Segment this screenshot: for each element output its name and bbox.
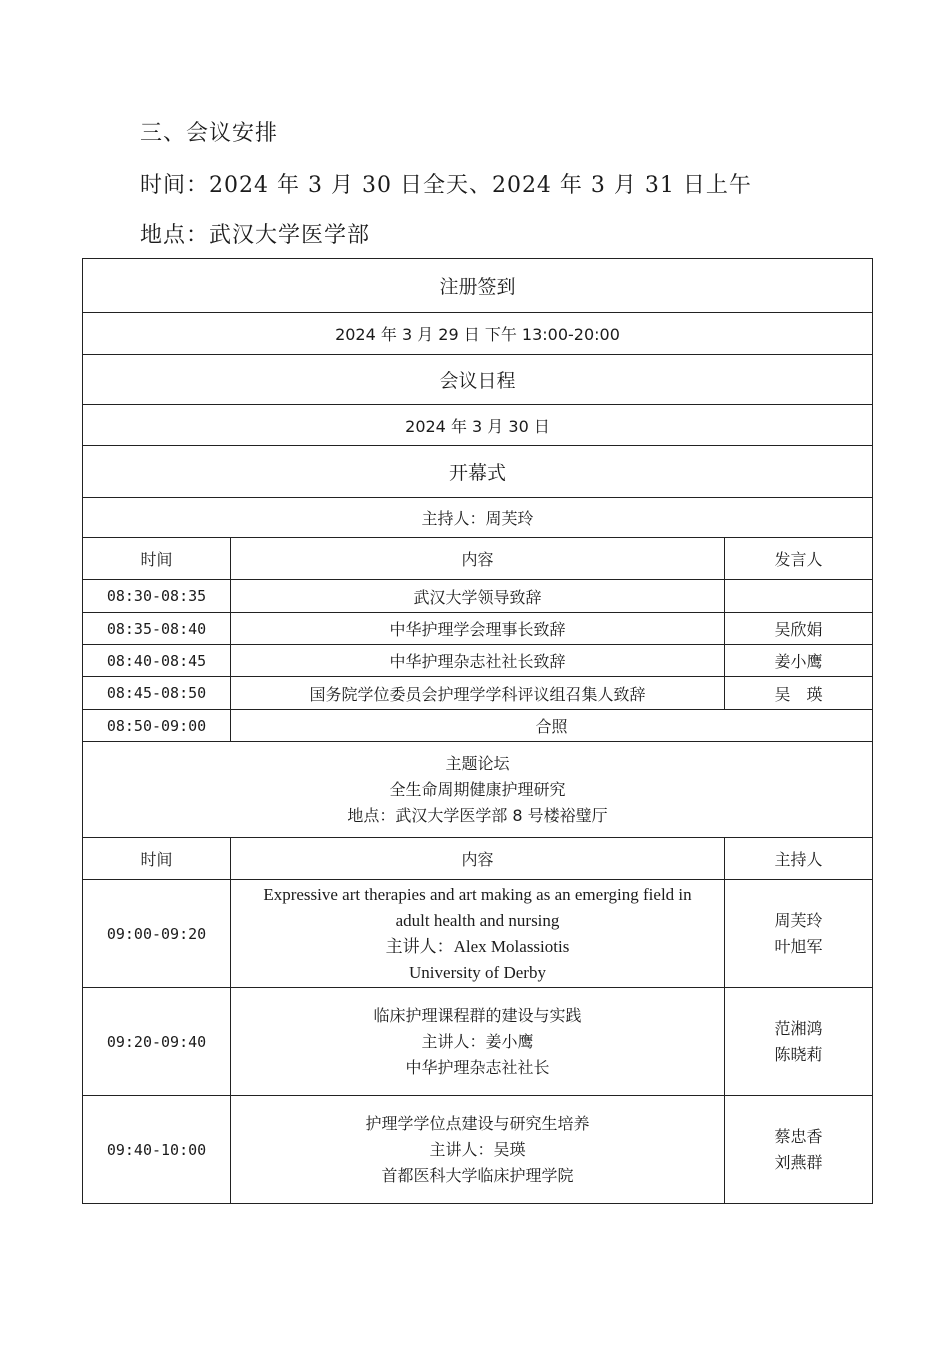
- host-name: 陈晓莉: [774, 1044, 823, 1064]
- talk-affiliation: 首都医科大学临床护理学院: [381, 1165, 574, 1185]
- talk-speaker: 主讲人：吴瑛: [429, 1139, 526, 1159]
- table-row: [83, 645, 873, 677]
- opening-header-row: [83, 538, 873, 580]
- row-time: 09:00-09:20: [83, 880, 231, 988]
- talk-title-line: Expressive art therapies and art making as an emerging field in: [263, 884, 692, 904]
- talk-speaker: 主讲人：姜小鹰: [421, 1031, 534, 1051]
- host-name: 刘燕群: [774, 1152, 823, 1172]
- row-hosts: [725, 1096, 873, 1204]
- header-content: 内容: [231, 538, 725, 580]
- talk-title-line: 护理学学位点建设与研究生培养: [365, 1113, 590, 1133]
- registration-title-row: [83, 259, 873, 313]
- forum-header-row: [83, 838, 873, 880]
- table-row: [83, 613, 873, 645]
- row-content: 武汉大学领导致辞: [231, 580, 725, 613]
- row-time: 08:40-08:45: [83, 645, 231, 677]
- table-row: [83, 880, 873, 988]
- registration-title: 注册签到: [83, 259, 873, 313]
- header-time: 时间: [83, 838, 231, 880]
- agenda-date: 2024 年 3 月 30 日: [83, 405, 873, 446]
- row-content: 合照: [231, 710, 873, 742]
- table-row: [83, 710, 873, 742]
- forum-info: [83, 742, 873, 838]
- row-time: 08:35-08:40: [83, 613, 231, 645]
- row-hosts: [725, 880, 873, 988]
- talk-affiliation: 中华护理杂志社社长: [405, 1057, 550, 1077]
- header-host: 主持人: [725, 838, 873, 880]
- header-speaker: 发言人: [725, 538, 873, 580]
- table-row: [83, 580, 873, 613]
- row-speaker: 吴欣娟: [725, 613, 873, 645]
- agenda-title-row: [83, 355, 873, 405]
- forum-title-row: [83, 742, 873, 838]
- talk-speaker: 主讲人：Alex Molassiotis: [385, 936, 570, 956]
- table-row: [83, 677, 873, 710]
- row-speaker: 姜小鹰: [725, 645, 873, 677]
- row-time: 08:50-09:00: [83, 710, 231, 742]
- opening-title-row: [83, 446, 873, 498]
- agenda-title: 会议日程: [83, 355, 873, 405]
- talk-title-line: 临床护理课程群的建设与实践: [373, 1005, 582, 1025]
- row-content: 中华护理杂志社社长致辞: [231, 645, 725, 677]
- row-speaker: [725, 580, 873, 613]
- registration-time-row: [83, 313, 873, 355]
- row-content: [231, 988, 725, 1096]
- table-row: [83, 988, 873, 1096]
- row-content: 中华护理学会理事长致辞: [231, 613, 725, 645]
- row-hosts: [725, 988, 873, 1096]
- row-content: [231, 880, 725, 988]
- header-content: 内容: [231, 838, 725, 880]
- forum-location: 地点：武汉大学医学部 8 号楼裕璧厅: [347, 805, 608, 825]
- row-time: 08:30-08:35: [83, 580, 231, 613]
- section-heading: 三、会议安排: [140, 121, 279, 146]
- registration-time: 2024 年 3 月 29 日 下午 13:00-20:00: [83, 313, 873, 355]
- talk-affiliation: University of Derby: [409, 962, 546, 982]
- talk-title-line: adult health and nursing: [395, 910, 560, 930]
- table-row: [83, 1096, 873, 1204]
- agenda-date-row: [83, 405, 873, 446]
- row-time: 09:20-09:40: [83, 988, 231, 1096]
- host-name: 叶旭军: [774, 936, 823, 956]
- row-time: 09:40-10:00: [83, 1096, 231, 1204]
- host-name: 周芙玲: [774, 910, 823, 930]
- opening-title: 开幕式: [83, 446, 873, 498]
- meeting-place-line: 地点：武汉大学医学部: [140, 223, 371, 248]
- row-time: 08:45-08:50: [83, 677, 231, 710]
- host-name: 范湘鸿: [774, 1018, 823, 1038]
- host-name: 蔡忠香: [774, 1126, 823, 1146]
- forum-subtitle: 全生命周期健康护理研究: [389, 779, 566, 799]
- forum-title: 主题论坛: [445, 753, 510, 773]
- row-speaker: 吴 瑛: [725, 677, 873, 710]
- header-time: 时间: [83, 538, 231, 580]
- schedule-table: [82, 258, 873, 1204]
- opening-host-row: [83, 498, 873, 538]
- row-content: 国务院学位委员会护理学学科评议组召集人致辞: [231, 677, 725, 710]
- opening-host: 主持人：周芙玲: [83, 498, 873, 538]
- meeting-time-line: 时间：2024 年 3 月 30 日全天、2024 年 3 月 31 日上午: [140, 173, 752, 198]
- row-content: [231, 1096, 725, 1204]
